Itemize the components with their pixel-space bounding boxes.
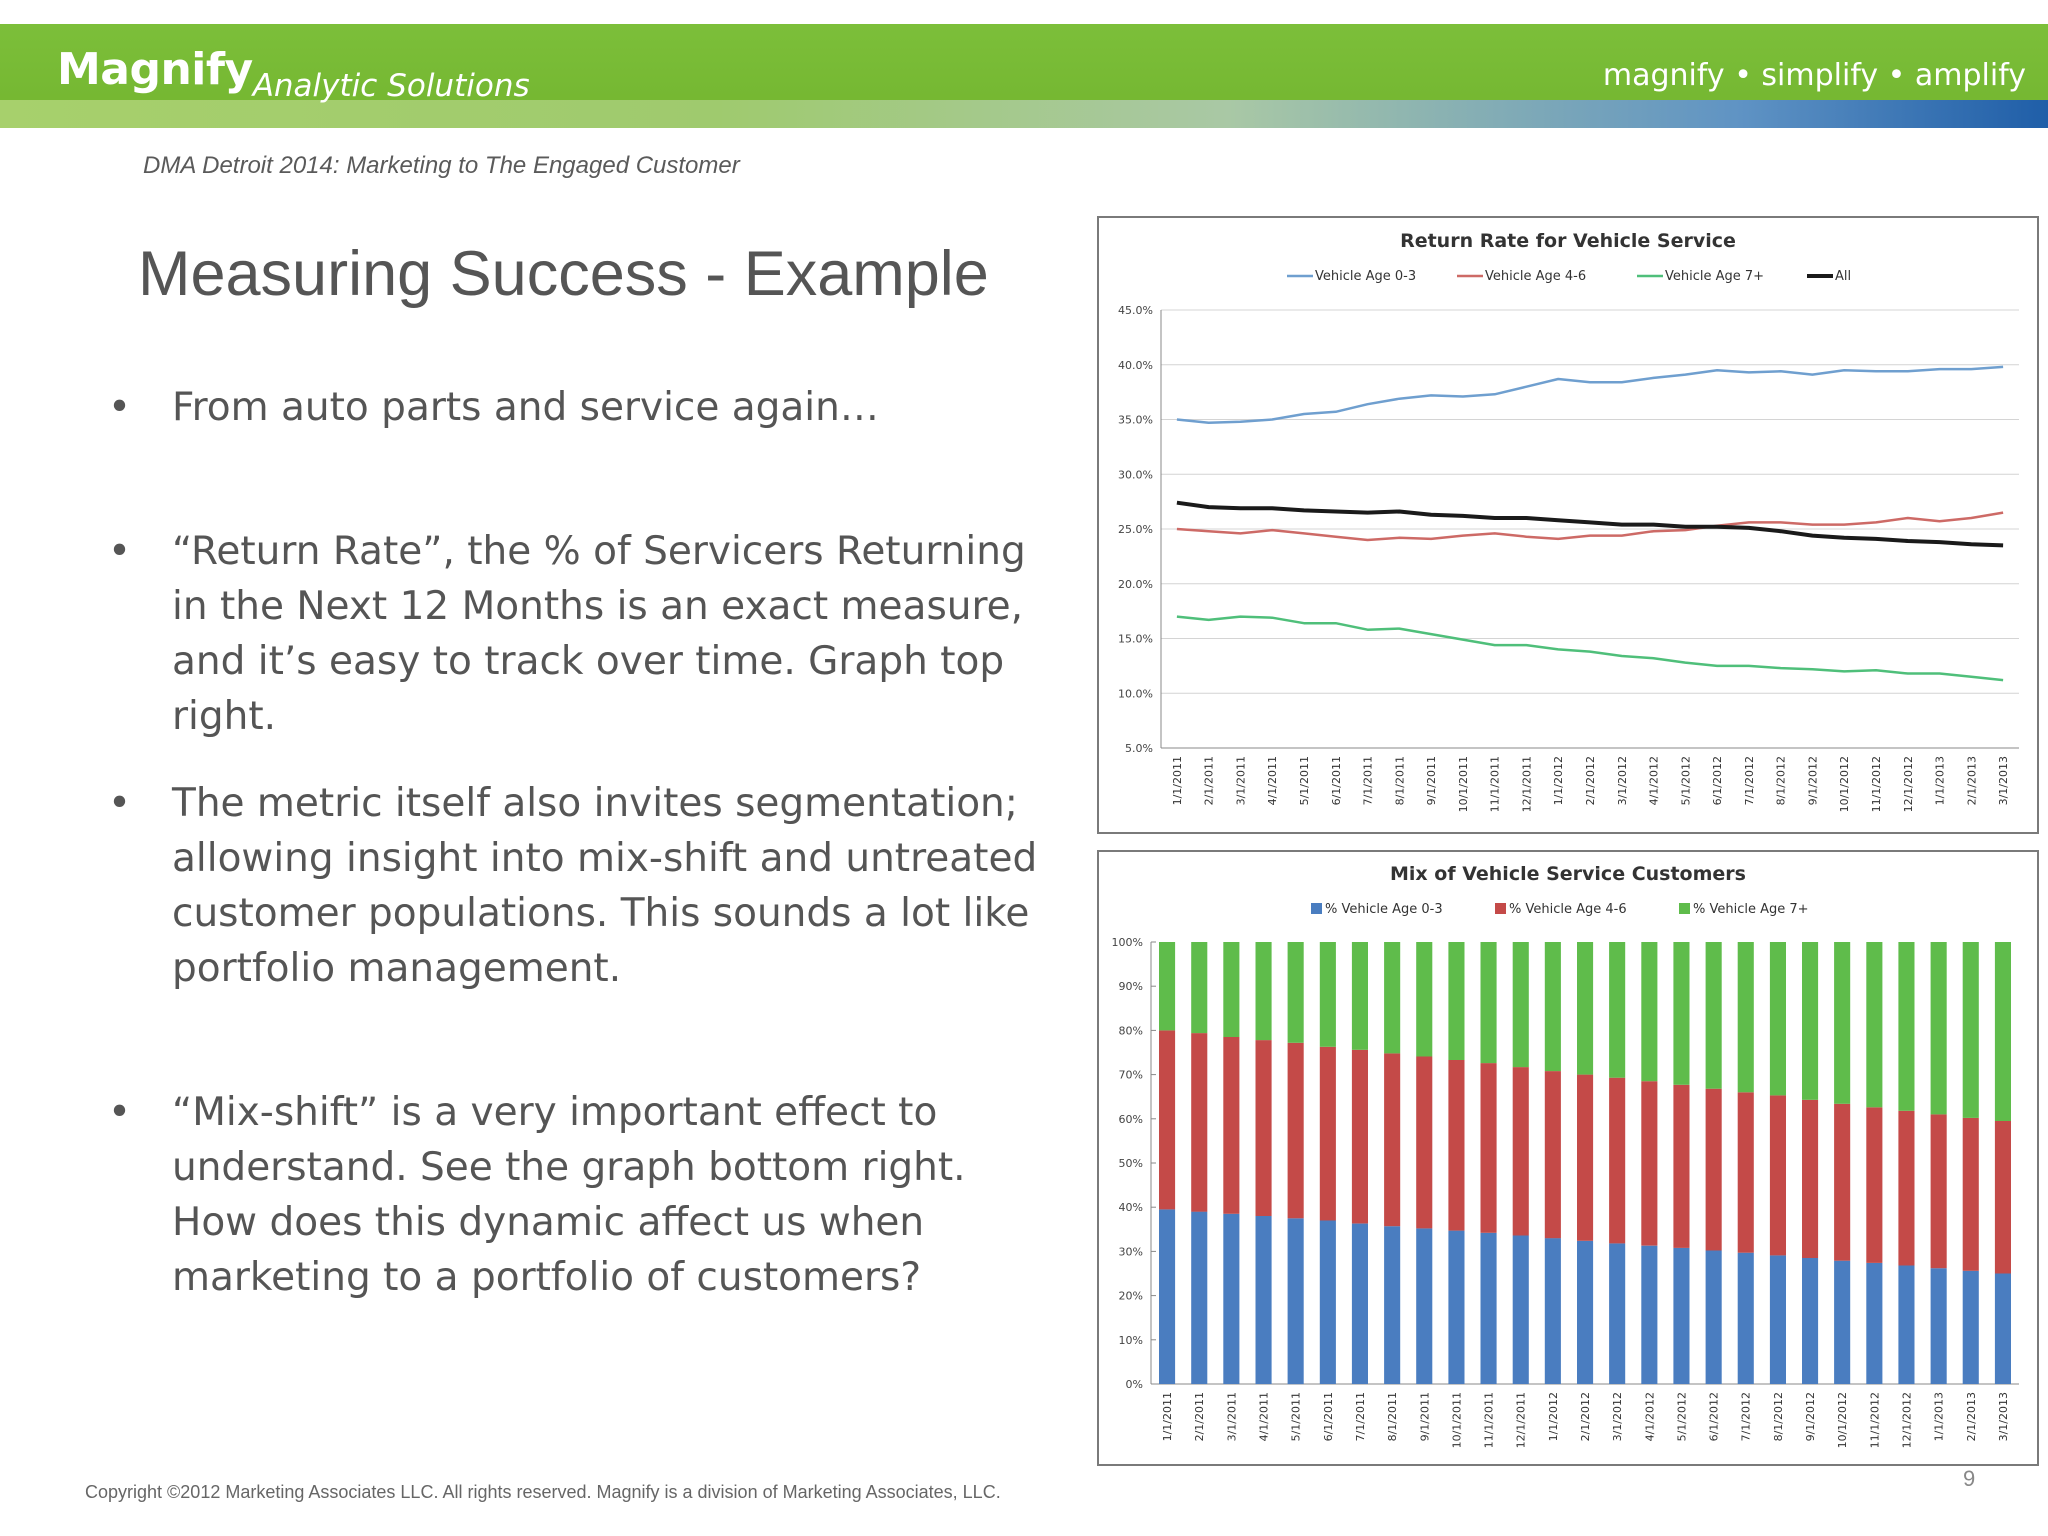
bar-segment (1288, 1043, 1304, 1219)
y-tick-label: 25.0% (1118, 523, 1153, 536)
bar-segment (1159, 1209, 1175, 1384)
bar-segment (1159, 1030, 1175, 1209)
bar-segment (1320, 942, 1336, 1047)
y-tick-label: 20% (1118, 1289, 1143, 1303)
x-tick-label: 2/1/2013 (1964, 1392, 1978, 1442)
x-tick-label: 11/1/2011 (1482, 1392, 1496, 1449)
y-tick-label: 20.0% (1118, 577, 1153, 591)
bar-segment (1706, 1089, 1722, 1251)
y-tick-label: 80% (1118, 1024, 1143, 1038)
bar-segment (1866, 942, 1882, 1107)
legend-swatch (1679, 903, 1690, 914)
y-tick-label: 100% (1111, 936, 1143, 949)
bar-segment (1191, 942, 1207, 1033)
x-tick-label: 3/1/2013 (1996, 1392, 2010, 1442)
x-tick-label: 1/1/2012 (1552, 756, 1566, 806)
x-tick-label: 10/1/2012 (1838, 756, 1852, 813)
bar-segment (1995, 1274, 2011, 1385)
x-tick-label: 4/1/2012 (1643, 1392, 1657, 1442)
x-tick-label: 11/1/2012 (1870, 756, 1883, 813)
vehicle-mix-chart (1099, 852, 2037, 1464)
bar-segment (1641, 942, 1657, 1081)
tagline: magnify • simplify • amplify (1602, 58, 2026, 93)
x-tick-label: 10/1/2011 (1450, 1392, 1464, 1449)
bar-segment (1802, 942, 1818, 1100)
bar-segment (1256, 1216, 1272, 1384)
x-tick-label: 1/1/2011 (1170, 756, 1184, 806)
x-tick-label: 4/1/2012 (1647, 756, 1661, 806)
legend-label: % Vehicle Age 4-6 (1509, 902, 1627, 917)
x-tick-label: 1/1/2013 (1933, 756, 1947, 806)
brand-name: Magnify (57, 44, 253, 95)
bar-segment (1545, 942, 1561, 1071)
x-tick-label: 7/1/2012 (1742, 756, 1756, 806)
x-tick-label: 9/1/2012 (1804, 1392, 1818, 1442)
y-tick-label: 30.0% (1118, 468, 1153, 482)
x-tick-label: 9/1/2012 (1806, 756, 1820, 806)
bar-segment (1931, 1114, 1947, 1268)
bar-segment (1609, 942, 1625, 1078)
bar-segment (1866, 1263, 1882, 1384)
bar-segment (1191, 1033, 1207, 1212)
bar-segment (1738, 1092, 1754, 1252)
x-tick-label: 7/1/2012 (1739, 1392, 1753, 1442)
bar-segment (1256, 942, 1272, 1040)
presentation-subtitle: DMA Detroit 2014: Marketing to The Engaged Customer (143, 152, 740, 179)
series-line-vehicle-age-4-6 (1177, 513, 2003, 540)
bullet-dot: • (108, 1090, 132, 1135)
legend-label: Vehicle Age 0-3 (1315, 269, 1417, 284)
x-tick-label: 4/1/2011 (1257, 1392, 1271, 1442)
bar-segment (1706, 1251, 1722, 1385)
x-tick-label: 12/1/2011 (1520, 756, 1534, 813)
bar-segment (1898, 942, 1914, 1111)
x-tick-label: 4/1/2011 (1266, 756, 1280, 806)
x-tick-label: 9/1/2011 (1418, 1392, 1432, 1442)
bullet-text: “Mix-shift” is a very important effect to understand. See the graph bottom right. How does this dynamic affect us when marketing to a portfolio of customers? (172, 1090, 966, 1300)
x-tick-label: 5/1/2012 (1675, 1392, 1689, 1442)
bar-segment (1223, 1037, 1239, 1214)
x-tick-label: 12/1/2012 (1900, 1392, 1914, 1449)
copyright-footer: Copyright ©2012 Marketing Associates LLC. All rights reserved. Magnify is a division of Marketing Associates, LLC. (85, 1482, 1001, 1502)
bar-segment (1448, 1060, 1464, 1231)
bar-segment (1481, 1233, 1497, 1384)
x-tick-label: 8/1/2012 (1771, 1392, 1785, 1442)
y-tick-label: 15.0% (1118, 632, 1153, 646)
x-tick-label: 2/1/2012 (1584, 756, 1597, 806)
y-tick-label: 70% (1118, 1068, 1143, 1082)
bar-segment (1898, 1111, 1914, 1266)
bar-segment (1995, 1121, 2011, 1274)
bar-segment (1352, 1050, 1368, 1224)
bar-segment (1834, 1104, 1850, 1261)
x-tick-label: 7/1/2011 (1361, 756, 1375, 806)
return-rate-chart (1099, 218, 2037, 832)
bar-segment (1384, 1226, 1400, 1384)
bar-segment (1834, 1261, 1850, 1384)
x-tick-label: 8/1/2011 (1393, 756, 1407, 806)
bar-segment (1256, 1040, 1272, 1216)
bar-segment (1577, 1241, 1593, 1384)
bar-segment (1931, 942, 1947, 1114)
y-tick-label: 40.0% (1118, 358, 1153, 372)
bar-segment (1416, 942, 1432, 1057)
x-tick-label: 5/1/2012 (1679, 756, 1693, 806)
bar-segment (1995, 942, 2011, 1121)
bar-segment (1866, 1107, 1882, 1263)
bar-segment (1159, 942, 1175, 1030)
bullet-dot: • (108, 385, 132, 430)
bar-segment (1481, 942, 1497, 1063)
bar-segment (1706, 942, 1722, 1089)
bar-segment (1320, 1047, 1336, 1221)
x-tick-label: 2/1/2013 (1965, 756, 1979, 806)
legend-swatch (1311, 903, 1322, 914)
series-line-all (1177, 503, 2003, 546)
x-tick-label: 7/1/2011 (1353, 1392, 1367, 1442)
y-tick-label: 60% (1118, 1112, 1143, 1126)
brand-subtitle: Analytic Solutions (252, 68, 530, 104)
bar-segment (1352, 1224, 1368, 1384)
y-tick-label: 45.0% (1118, 304, 1153, 317)
bar-segment (1384, 1053, 1400, 1226)
x-tick-label: 3/1/2011 (1225, 1392, 1239, 1442)
bullet-text: From auto parts and service again… (172, 385, 879, 430)
bar-segment (1384, 942, 1400, 1053)
x-tick-label: 2/1/2011 (1202, 756, 1216, 806)
x-tick-label: 1/1/2013 (1932, 1392, 1946, 1442)
bar-segment (1834, 942, 1850, 1104)
x-tick-label: 5/1/2011 (1289, 1392, 1303, 1442)
bar-segment (1802, 1100, 1818, 1258)
legend-swatch (1495, 903, 1506, 914)
bar-segment (1513, 942, 1529, 1067)
bar-segment (1481, 1063, 1497, 1233)
x-tick-label: 3/1/2012 (1611, 1392, 1625, 1442)
bar-segment (1770, 1255, 1786, 1384)
header-bar (0, 24, 2048, 128)
x-tick-label: 12/1/2011 (1514, 1392, 1528, 1449)
x-tick-label: 11/1/2011 (1488, 756, 1502, 813)
bar-segment (1963, 942, 1979, 1118)
bar-segment (1802, 1258, 1818, 1384)
x-tick-label: 6/1/2012 (1711, 756, 1725, 806)
bar-segment (1963, 1271, 1979, 1384)
page-number: 9 (1963, 1466, 1976, 1491)
bar-segment (1770, 1095, 1786, 1255)
bar-segment (1738, 1253, 1754, 1384)
y-tick-label: 30% (1118, 1245, 1143, 1259)
x-tick-label: 8/1/2012 (1774, 756, 1788, 806)
bar-segment (1352, 942, 1368, 1050)
y-tick-label: 90% (1118, 980, 1143, 994)
bullet-dot: • (108, 529, 132, 574)
x-tick-label: 12/1/2012 (1901, 756, 1915, 813)
bar-segment (1641, 1246, 1657, 1384)
chart-title: Mix of Vehicle Service Customers (1390, 863, 1746, 885)
bar-segment (1577, 942, 1593, 1075)
legend-label: Vehicle Age 4-6 (1485, 269, 1587, 284)
bar-segment (1448, 942, 1464, 1060)
chart-title: Return Rate for Vehicle Service (1400, 230, 1736, 252)
vehicle-mix-chart-frame (1097, 850, 2039, 1466)
y-tick-label: 50% (1118, 1157, 1143, 1170)
bar-segment (1641, 1081, 1657, 1245)
bar-segment (1609, 1078, 1625, 1244)
bar-segment (1288, 942, 1304, 1043)
x-tick-label: 6/1/2012 (1707, 1392, 1721, 1442)
x-tick-label: 1/1/2012 (1546, 1392, 1560, 1442)
x-tick-label: 3/1/2012 (1615, 756, 1629, 806)
bar-segment (1320, 1221, 1336, 1385)
bullet-dot: • (108, 781, 132, 826)
x-tick-label: 11/1/2012 (1868, 1392, 1882, 1449)
x-tick-label: 10/1/2011 (1456, 756, 1470, 813)
bar-segment (1673, 1085, 1689, 1248)
x-tick-label: 3/1/2011 (1234, 756, 1248, 806)
bar-segment (1416, 1228, 1432, 1384)
return-rate-chart-frame (1097, 216, 2039, 834)
x-tick-label: 2/1/2012 (1579, 1392, 1592, 1442)
slide-title: Measuring Success - Example (138, 239, 989, 309)
bar-segment (1513, 1067, 1529, 1235)
bar-segment (1545, 1238, 1561, 1384)
bar-segment (1191, 1212, 1207, 1384)
x-tick-label: 3/1/2013 (1997, 756, 2011, 806)
x-tick-label: 1/1/2011 (1161, 1392, 1175, 1442)
bar-segment (1223, 942, 1239, 1037)
x-tick-label: 5/1/2011 (1298, 756, 1311, 806)
bar-segment (1673, 1248, 1689, 1384)
bar-segment (1223, 1214, 1239, 1384)
header-stripe (0, 100, 2048, 128)
y-tick-label: 5.0% (1125, 742, 1153, 755)
legend-label: Vehicle Age 7+ (1665, 269, 1765, 284)
x-tick-label: 9/1/2011 (1425, 756, 1439, 806)
legend-label: All (1835, 269, 1852, 284)
bullet-text: “Return Rate”, the % of Servicers Returning in the Next 12 Months is an exact measure, and it’s easy to track over time. Graph top right. (172, 529, 1026, 739)
y-tick-label: 40% (1118, 1201, 1143, 1215)
bullet-text: The metric itself also invites segmentation; allowing insight into mix-shift and untreated customer populations. This sounds a lot like portfolio management. (172, 781, 1038, 991)
bar-segment (1673, 942, 1689, 1085)
x-tick-label: 2/1/2011 (1193, 1392, 1207, 1442)
x-tick-label: 6/1/2011 (1329, 756, 1343, 806)
bar-segment (1931, 1268, 1947, 1384)
brand-logo (57, 44, 530, 104)
bar-segment (1545, 1071, 1561, 1238)
y-tick-label: 10% (1118, 1333, 1143, 1347)
x-tick-label: 6/1/2011 (1321, 1392, 1335, 1442)
bar-segment (1288, 1218, 1304, 1384)
bar-segment (1898, 1266, 1914, 1385)
x-tick-label: 10/1/2012 (1836, 1392, 1850, 1449)
bar-segment (1416, 1057, 1432, 1229)
y-tick-label: 35.0% (1118, 413, 1153, 427)
y-tick-label: 10.0% (1118, 687, 1153, 701)
bar-segment (1513, 1236, 1529, 1385)
series-line-vehicle-age-0-3 (1177, 367, 2003, 423)
bar-segment (1738, 942, 1754, 1092)
bar-segment (1448, 1231, 1464, 1384)
bar-segment (1577, 1075, 1593, 1241)
y-tick-label: 0% (1125, 1378, 1143, 1391)
legend-label: % Vehicle Age 7+ (1693, 902, 1809, 917)
legend-label: % Vehicle Age 0-3 (1325, 902, 1443, 917)
bar-segment (1770, 942, 1786, 1095)
bar-segment (1609, 1243, 1625, 1384)
series-line-vehicle-age-7- (1177, 617, 2003, 681)
x-tick-label: 8/1/2011 (1386, 1392, 1400, 1442)
bar-segment (1963, 1118, 1979, 1271)
